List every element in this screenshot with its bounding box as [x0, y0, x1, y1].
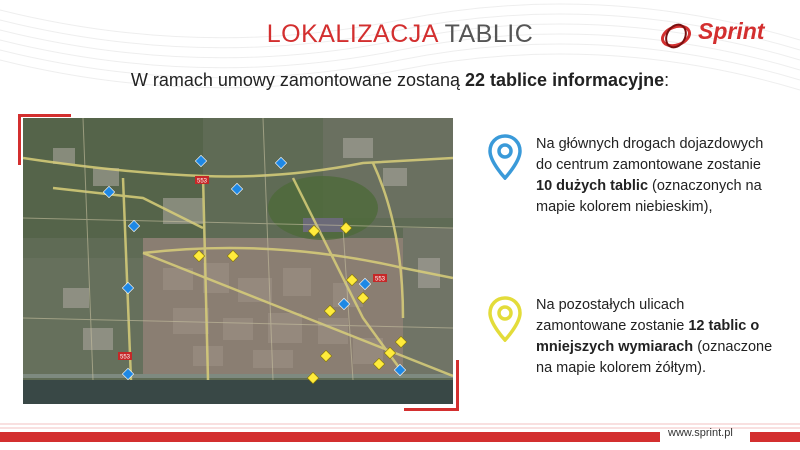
location-pin-icon	[488, 134, 522, 180]
subtitle	[0, 70, 800, 91]
footer-bar	[0, 432, 660, 442]
subtitle-suffix: :	[664, 70, 670, 90]
location-pin-icon	[488, 296, 522, 342]
title-part-2: TABLIC	[444, 20, 534, 48]
subtitle-bold: 22 tablice informacyjne	[465, 70, 665, 90]
road-label: 553	[197, 178, 208, 185]
footer-bar-right	[750, 432, 800, 442]
info-yellow-text	[536, 295, 776, 379]
info-yellow-bold: 12 tablic o mniejszych wymiarach	[536, 318, 760, 355]
subtitle-prefix: W ramach umowy zamontowane zostaną	[130, 70, 466, 90]
info-yellow-text-1: Na pozostałych ulicach zamontowane zostanie	[536, 297, 689, 334]
road-label: 553	[375, 276, 386, 283]
info-blue-text-1: Na głównych drogach dojazdowych do centrum zamontowane zostanie	[536, 136, 764, 173]
info-yellow-text-2: (oznaczone na mapie kolorem żółtym).	[536, 339, 773, 376]
satellite-map[interactable]	[23, 118, 453, 404]
title-part-1: LOKALIZACJA	[266, 20, 438, 48]
road-label: 553	[120, 354, 131, 361]
info-blue-bold: 10 dużych tablic	[536, 178, 649, 194]
footer-url[interactable]: www.sprint.pl	[668, 427, 733, 439]
map-image	[23, 118, 453, 404]
info-blue-text-2: (oznaczonych na mapie kolorem niebieskim),	[536, 178, 762, 215]
logo-swirl-icon	[658, 14, 698, 54]
info-blue-text	[536, 134, 776, 218]
sprint-logo	[658, 14, 783, 54]
corner-decoration-bottom-right	[404, 360, 459, 411]
logo-text: Sprint	[698, 18, 765, 44]
